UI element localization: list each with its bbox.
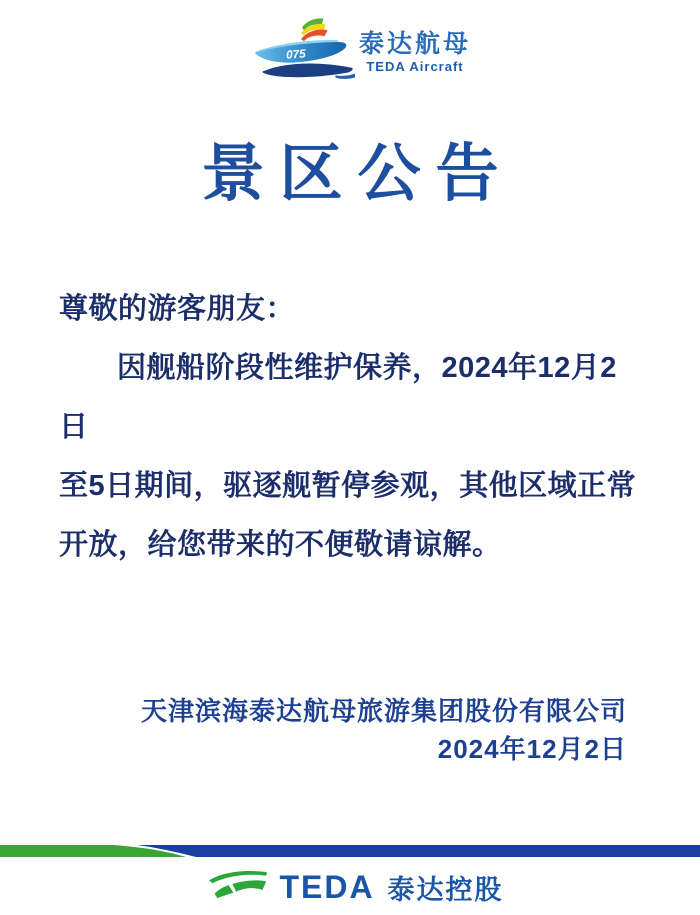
body-line-2: 至5日期间，驱逐舰暂停参观，其他区域正常 [59, 470, 637, 502]
footer-brand-cn: 泰达控股 [387, 874, 504, 905]
flags-icon [301, 18, 327, 41]
body-line-3: 开放，给您带来的不便敬请谅解。 [59, 529, 502, 561]
brand-name-en: TEDA Aircraft [366, 58, 464, 74]
footer-divider-band [0, 845, 700, 857]
aircraft-carrier-icon [253, 14, 355, 84]
salutation: 尊敬的游客朋友： [59, 293, 296, 325]
page-title: 景区公告 [201, 139, 514, 209]
brand-name-cn: 泰达航母 [358, 29, 471, 58]
body-line-1: 因舰船阶段性维护保养，2024年12月2日 [59, 352, 617, 443]
footer-brand-logo [6, 866, 700, 908]
teda-swoosh-icon [208, 868, 270, 906]
footer-brand-en: TEDA [279, 868, 375, 905]
signature-company: 天津滨海泰达航母旅游集团股份有限公司 [140, 696, 627, 726]
notice-body [59, 280, 643, 575]
ship-number: 075 [285, 47, 307, 62]
signature-block [60, 692, 627, 768]
header-brand-text [359, 30, 471, 75]
signature-date: 2024年12月2日 [437, 734, 627, 764]
header-brand-logo [12, 12, 700, 86]
